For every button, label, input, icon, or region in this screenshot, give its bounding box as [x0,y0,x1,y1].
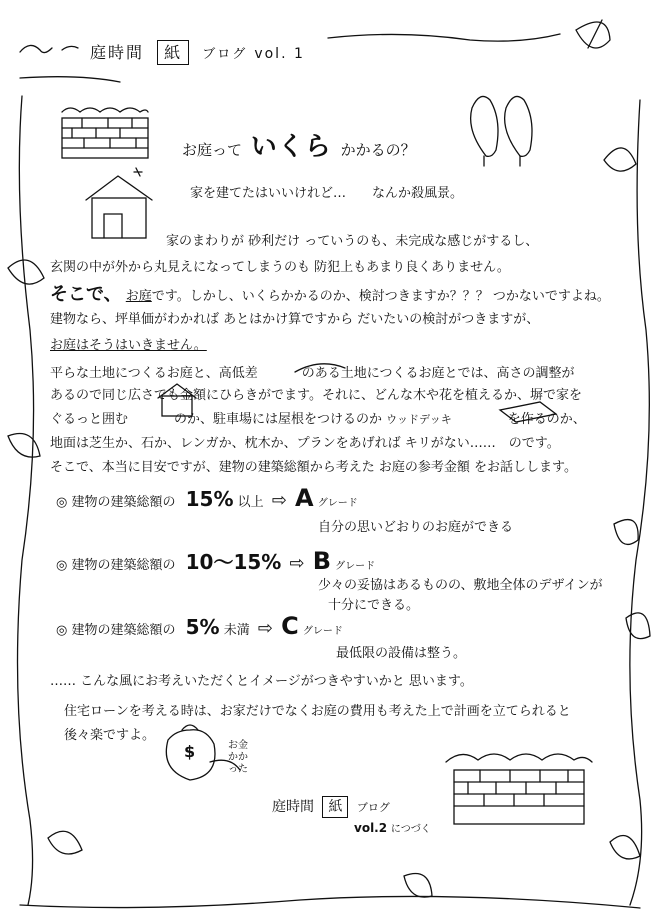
house-icon [86,176,152,238]
leaf-icon [614,520,638,545]
title-pre: お庭って [182,141,243,159]
bullet-marker: ◎ [56,558,68,573]
grade-label: 建物の建築総額の [71,495,176,510]
grade-letter: B [312,547,332,575]
text-span: 平らな土地につくるお庭と、高低差 [50,366,258,381]
text-line: 家を建てたはいいけれど… なんか殺風景。 [190,186,464,201]
money-bag-caption: お金かかった [228,740,248,775]
text-line: 家のまわりが 砂利だけ っていうのも、未完成な感じがするし、 [166,234,539,249]
text-emph: お庭 [125,289,152,304]
text-span: のある土地につくるお庭とでは、高さの調整が [301,366,575,381]
text-line: お庭はそうはいきません。 [50,338,207,353]
text-line: あるので同じ広さでも金額にひらきがでます。それに、どんな木や花を植えるか、塀で家を [50,388,582,403]
grade-condition: 未満 [223,623,250,638]
grade-letter: C [281,612,299,640]
money-symbol: $ [184,742,196,761]
grade-description: 少々の妥協はあるものの、敷地全体のデザインが [318,578,603,593]
grade-row-b [56,546,375,575]
blog-name: 庭時間 [272,799,314,815]
grade-suffix: グレード [317,498,358,509]
text-line: 建物なら、坪単価がわかれば あとはかけ算ですから だいたいの検討がつきますが、 [50,312,540,327]
sparkle-icon [134,168,142,176]
bullet-marker: ◎ [56,495,68,510]
blog-header [90,40,305,63]
text-line: そこで、本当に目安ですが、建物の建築総額から考えた お庭の参考金額 をお話しします。 [50,460,577,475]
bullet-marker: ◎ [56,623,68,638]
grade-suffix: グレード [335,561,376,572]
stamp-label: 紙 [157,40,189,65]
text-span: です。しかし、いくらかかるのか、検討つきますか？？？ つかないですよね。 [151,289,610,304]
text-span: ウッドデッキ [386,413,452,426]
stamp-label: 紙 [322,796,348,818]
volume-label: vol. 1 [254,46,305,62]
closing-line: 住宅ローンを考える時は、お家だけでなくお庭の費用も考えた上で計画を立てられると [64,704,571,719]
blog-label: ブログ [202,47,248,62]
footer-next [354,820,431,835]
leaf-icon [576,22,610,48]
text-line [50,408,586,427]
text-line [50,280,610,306]
blog-name: 庭時間 [90,43,145,62]
title-post: かかるの？ [340,141,416,159]
grade-percent: 5% [185,615,220,639]
leaf-icon [610,836,640,859]
grade-description: 十分にできる。 [328,598,420,613]
text-line: 地面は芝生か、石か、レンガか、枕木か、プランをあげれば キリがない…… のです。 [50,436,560,451]
grade-label: 建物の建築総額の [71,558,176,573]
text-line [50,362,575,381]
leaf-icon [626,613,650,639]
leaf-icon [604,148,636,171]
arrow-icon: ⇨ [289,553,305,574]
text-line: 玄関の中が外から丸見えになってしまうのも 防犯上もあまり良くありません。 [50,260,510,275]
grade-label: 建物の建築総額の [71,623,176,638]
grade-suffix: グレード [302,626,343,637]
arrow-icon: ⇨ [257,618,273,639]
grade-percent: 10〜15% [185,550,282,574]
title-emph: いくら [250,132,332,162]
grade-letter: A [295,484,314,512]
arrow-icon: ⇨ [271,490,287,511]
volume-label: vol.2 [354,821,388,835]
vine-swirl [20,45,52,52]
leaf-icon [8,434,40,458]
grade-percent: 15% [185,487,234,511]
tree-icon [471,96,532,166]
blog-label: ブログ [356,801,390,814]
text-span: のか、駐車場には屋根をつけるのか [174,412,383,427]
grade-row-c [56,612,343,640]
leaf-icon [8,260,44,284]
brick-wall-icon [62,108,148,158]
grade-row-a [56,484,358,512]
grade-description: 自分の思いどおりのお庭ができる [318,520,514,535]
text-emph: そこで、 [50,284,122,305]
text-span: ぐるっと囲む [50,412,129,427]
leaf-icon [48,831,82,854]
next-label: につづく [390,824,431,835]
closing-line: 後々楽ですよ。 [64,728,156,743]
text-span: を作るのか、 [507,412,586,427]
footer-header [272,796,390,816]
grade-description: 最低限の設備は整う。 [336,646,467,661]
closing-line: …… こんな風にお考えいただくとイメージがつきやすいかと 思います。 [50,674,473,689]
grade-condition: 以上 [237,495,264,510]
leaf-icon [404,874,432,898]
top-left-swirl [62,46,78,50]
brick-wall-icon [446,754,592,824]
page-title [182,126,416,163]
